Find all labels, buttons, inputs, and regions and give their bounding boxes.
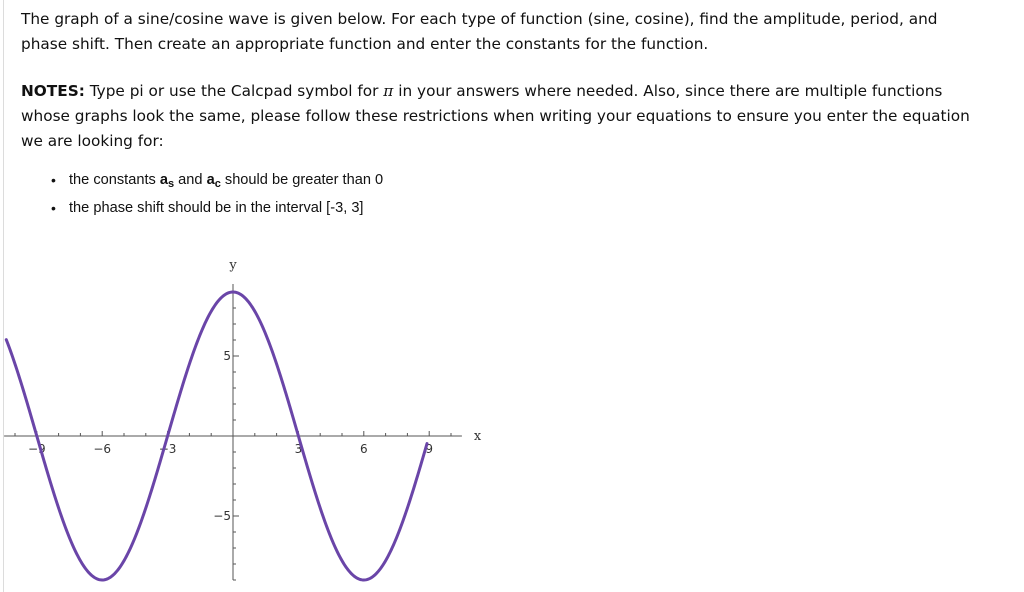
bullet-icon: • (51, 200, 56, 216)
x-axis-label: x (473, 429, 482, 444)
intro-line-1: The graph of a sine/cosine wave is given below. For each type of function (sine, cosine), find the amplitude, period, and (21, 10, 938, 28)
x-tick-label: 3 (294, 442, 303, 456)
notes-line-2: whose graphs look the same, please follow these restrictions when writing your equations to ensure you enter the equation (21, 107, 970, 125)
a-letter: a (159, 172, 168, 188)
axes (4, 258, 482, 580)
c-subscript: c (214, 178, 221, 190)
y-tick-label: −5 (213, 509, 231, 523)
x-tick-label: −6 (93, 442, 112, 456)
s-subscript: s (168, 178, 175, 190)
x-tick-label: −3 (158, 442, 177, 456)
rule-text-end: should be greater than 0 (220, 172, 384, 188)
bullet-icon: • (51, 172, 56, 188)
pi-symbol: π (383, 82, 394, 100)
x-tick-label: −9 (27, 442, 46, 456)
notes-label: NOTES: (21, 82, 85, 100)
rule-text: the constants (69, 172, 160, 188)
y-axis-label: y (229, 258, 237, 273)
notes-text-b: in your answers where needed. Also, since there are multiple functions (393, 82, 943, 100)
notes-line-3: we are looking for: (21, 132, 164, 150)
x-tick-label: 6 (359, 442, 368, 456)
notes-text-a: Type pi or use the Calcpad symbol for (84, 82, 384, 100)
intro-line-2: phase shift. Then create an appropriate function and enter the constants for the function. (21, 35, 709, 53)
y-tick-label: 5 (223, 349, 231, 363)
x-tick-label: 9 (425, 442, 434, 456)
a-letter: a (206, 172, 215, 188)
rule-text-and: and (174, 172, 207, 188)
rule-text: the phase shift should be in the interval [-3, 3] (69, 200, 364, 216)
